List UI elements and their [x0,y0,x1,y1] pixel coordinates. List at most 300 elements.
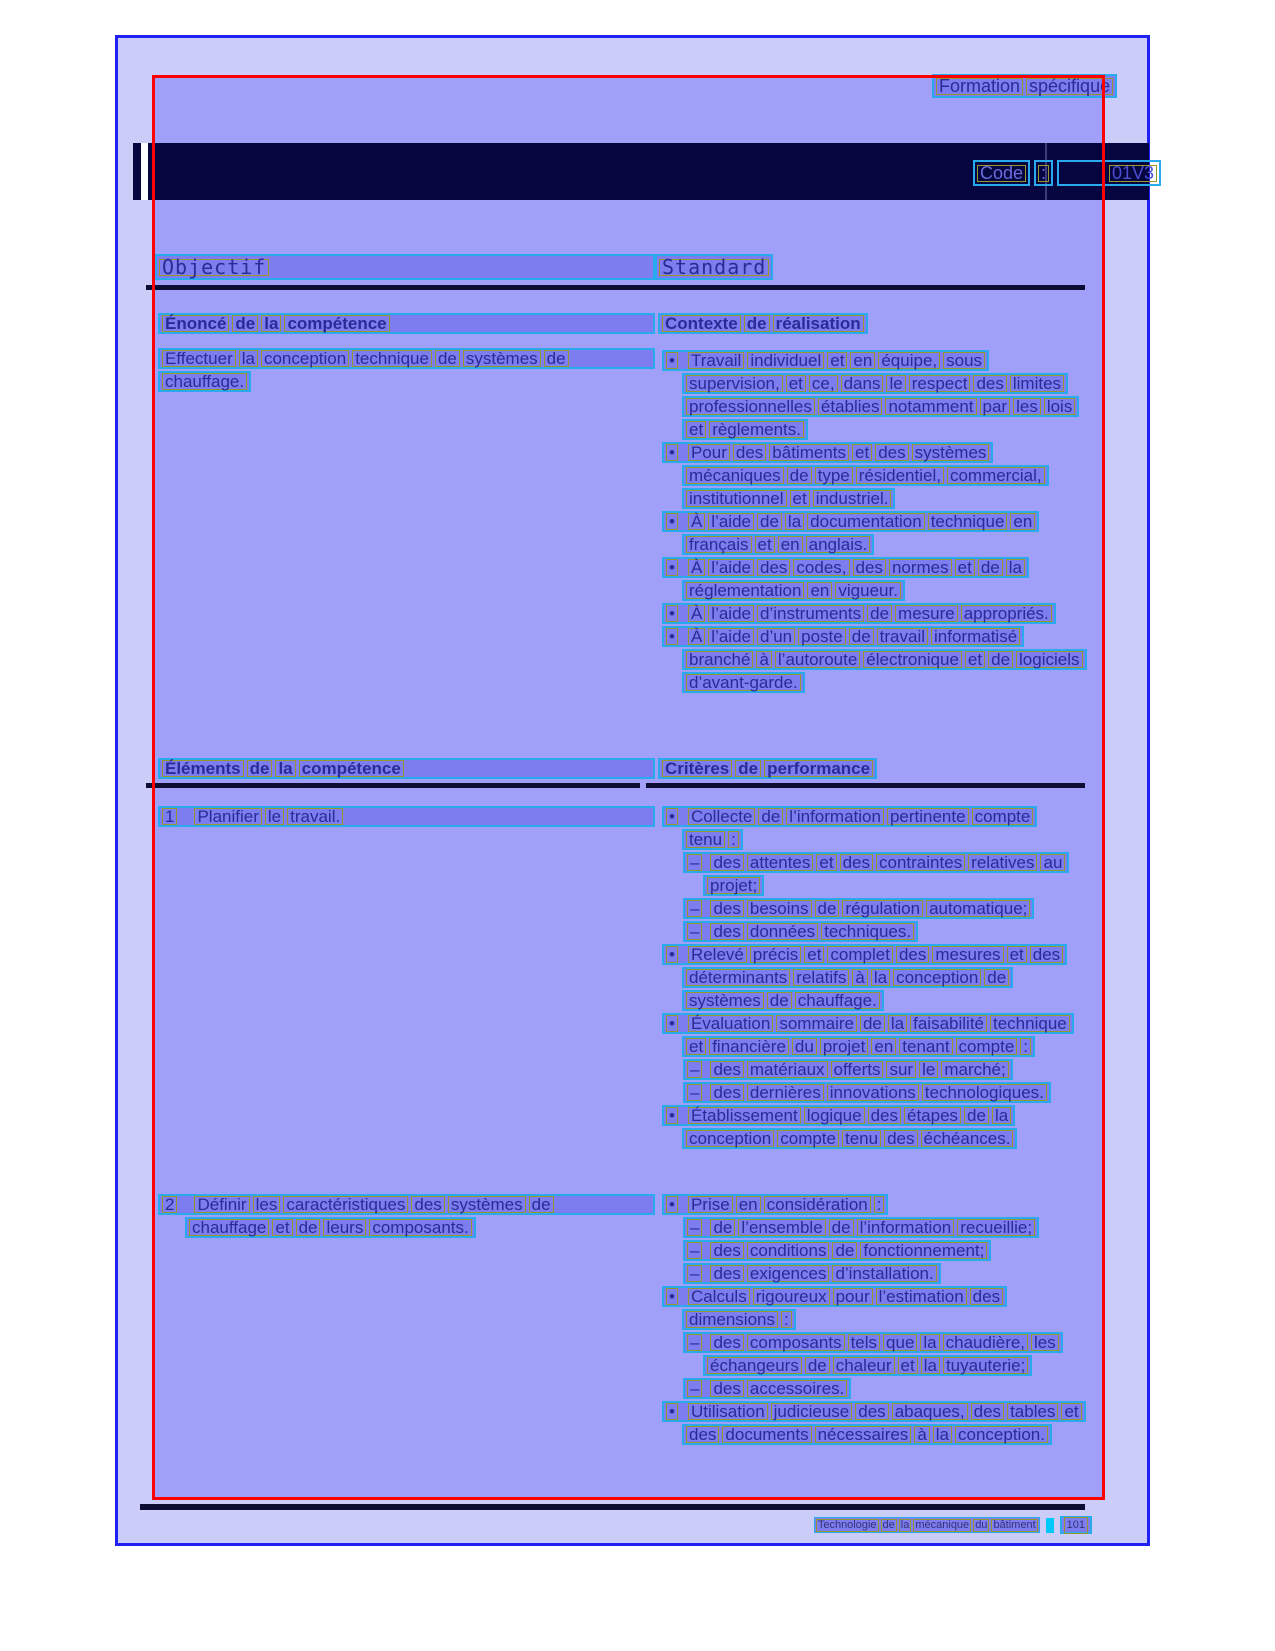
word-box: établies [818,398,883,415]
word-box: anglais. [806,536,871,553]
word-box: travail [877,628,928,645]
word-box: et [1061,1403,1081,1420]
column-title-objectif [155,254,655,280]
word-box: relatifs [793,969,849,986]
word-box: rigoureux [753,1288,830,1305]
word-box: attentes [747,854,814,871]
word-box: conception [893,969,981,986]
word-box: les [1013,398,1041,415]
word-box: systèmes [686,992,764,1009]
word-box: de [435,350,460,367]
title-bar [133,143,1155,200]
word-box: des [840,854,873,871]
word-box: des [855,1403,888,1420]
word-box: Collecte [688,808,755,825]
bullet-marker: • [666,946,678,963]
word-box: de [758,808,783,825]
word-box: des [411,1196,444,1213]
word-box: et [804,946,824,963]
word-box: et [686,421,706,438]
corner-label [932,74,1117,98]
bullet-marker: • [666,1403,678,1420]
word-box: Énoncé [162,315,229,332]
word-box: conditions [747,1242,830,1259]
word-box: ce, [809,375,838,392]
text-line [683,1263,941,1284]
bullet-marker: • [666,1288,678,1305]
word-box: poste [798,628,846,645]
text-line [683,1378,851,1399]
word-box: équipe, [878,352,940,369]
code-value: 01V3 [1109,165,1157,182]
word-box: conception [261,350,349,367]
word-box: pertinente [887,808,969,825]
word-box: des [971,1403,1004,1420]
word-box: des [710,1061,743,1078]
word-box: la [785,513,804,530]
word-box: de [860,1015,885,1032]
word-box: des [896,946,929,963]
word-box: projet; [707,877,760,894]
word-box: type [815,467,853,484]
word-box: chauffage [189,1219,269,1236]
word-box: compétence [284,315,389,332]
text-line [682,465,1049,486]
dash-marker: – [687,1061,702,1078]
word-box: codes, [793,559,849,576]
bullet-marker: • [666,1015,678,1032]
page-number-box [1060,1516,1092,1534]
word-box: technologiques. [922,1084,1047,1101]
competence-statement [158,348,655,394]
word-box: techniques. [821,923,914,940]
word-box: de [829,1219,854,1236]
text-line [683,852,1069,873]
word-box: recueillie; [957,1219,1035,1236]
word-box: l’information [786,808,884,825]
word-box: des [710,854,743,871]
word-box: dimensions [686,1311,778,1328]
word-box: mécanique [915,1518,970,1531]
text-line [683,1059,1013,1080]
text-line [662,626,1024,647]
word-box: de [978,559,1003,576]
word-box: en [850,352,875,369]
footer [780,1516,1092,1534]
word-box: en [1010,513,1035,530]
word-box: compte [777,1130,839,1147]
bullet-marker: • [666,444,678,461]
word-box: sous [943,352,985,369]
text-line [662,1194,888,1215]
word-box: technique [352,350,432,367]
word-box: électronique [863,651,962,668]
word-box: À [688,559,705,576]
word-box: mesure [895,605,958,622]
horizontal-rule-bottom [140,1504,1085,1510]
dash-marker: – [687,900,702,917]
word-box: la [275,760,295,777]
horizontal-rule-top [146,285,1085,290]
text-line [662,603,1056,624]
word-box: précis [750,946,801,963]
word-box: notamment [885,398,976,415]
word-box: Travail [688,352,744,369]
word-box: de [232,315,258,332]
word-box: données [747,923,818,940]
word-box: par [980,398,1011,415]
word-box: compte [956,1038,1018,1055]
dash-marker: – [687,1219,702,1236]
text-line [662,944,1067,965]
word-box: informatisé [931,628,1020,645]
word-box: mesures [932,946,1003,963]
word-box: et [686,1038,706,1055]
word-box: en [807,582,832,599]
word-box: sommaire [776,1015,857,1032]
dash-marker: – [687,1265,702,1282]
word-box: des [1030,946,1063,963]
word-box: normes [889,559,952,576]
text-line [682,1424,1052,1445]
word-box: À [688,513,705,530]
word-box: en [778,536,803,553]
item-number: 1 [162,808,177,825]
word-box: de [988,651,1013,668]
word-box: commercial, [947,467,1045,484]
word-box: de [882,1518,895,1531]
word-box: industriel. [813,490,892,507]
word-box: des [973,375,1006,392]
word-box: l’aide [708,559,754,576]
word-box: échéances. [921,1130,1014,1147]
word-box: chauffage. [162,373,247,390]
word-box: conception. [955,1426,1048,1443]
word-box: des [710,1334,743,1351]
word-box: la [933,1426,952,1443]
word-box: marché; [941,1061,1008,1078]
word-box: À [688,628,705,645]
word-box: de [767,992,792,1009]
word-box: et [898,1357,918,1374]
dash-marker: – [687,1084,702,1101]
word-box: technique [928,513,1008,530]
word-box: dernières [747,1084,824,1101]
header-enonce-competence [158,313,655,334]
word-box: contraintes [876,854,965,871]
text-line [683,1240,991,1261]
word-box: la [900,1518,910,1531]
word-box: d’avant-garde. [686,674,801,691]
word-box: conception [686,1130,774,1147]
word-box: Définir [194,1196,249,1213]
text-line [662,350,989,371]
word-box: Établissement [688,1107,801,1124]
word-box: des [686,1426,719,1443]
word-box: matériaux [747,1061,828,1078]
word-box: au [1040,854,1065,871]
word-box: appropriés. [961,605,1052,622]
word-box: limites [1010,375,1064,392]
word-box: déterminants [686,969,790,986]
word-box: faisabilité [910,1015,987,1032]
word-box: de [735,760,761,777]
word-box: lois [1044,398,1076,415]
word-box: Technologie [817,1518,877,1531]
word-box: à [914,1426,929,1443]
word-box: projet [820,1038,869,1055]
word-box: des [710,923,743,940]
word-box: l’information [857,1219,955,1236]
word-box: régulation [842,900,923,917]
word-box: nécessaires [815,1426,912,1443]
word-box: du [975,1518,988,1531]
word-box: considération [764,1196,871,1213]
word-box: la [261,315,281,332]
horizontal-rule-middle-right [646,783,1085,788]
text-line [703,875,764,896]
text-line [682,649,1087,670]
text-line [662,1286,1007,1307]
text-line [662,442,993,463]
word-box: professionnelles [686,398,815,415]
word-box: le [265,808,284,825]
word-box: d’instruments [757,605,864,622]
word-box: des [710,1084,743,1101]
word-box: sur [886,1061,916,1078]
word-box: tenu [842,1130,881,1147]
word-box: chaudière, [943,1334,1028,1351]
word-box: systèmes [463,350,541,367]
word-box: tenant [899,1038,952,1055]
word-box: de [832,1242,857,1259]
word-box: du [792,1038,817,1055]
title-bar-notch [141,143,148,200]
word-box: et [955,559,975,576]
bullet-marker: • [666,352,678,369]
text-line [683,921,918,942]
word-box: leurs [323,1219,366,1236]
word-box: À [688,605,705,622]
word-box: dans [841,375,884,392]
dash-marker: – [687,1242,702,1259]
word-box: complet [827,946,893,963]
word-box: réglementation [686,582,804,599]
dash-marker: – [687,1334,702,1351]
word-box: automatique; [926,900,1030,917]
word-box: l’aide [708,628,754,645]
word-box: bâtiments [769,444,849,461]
text-line [682,1309,796,1330]
word-box: réalisation [773,315,864,332]
bullet-marker: • [666,559,678,576]
word-box: et [852,444,872,461]
word-box: de [247,760,273,777]
word-box: mécaniques [686,467,784,484]
word-box: fonctionnement; [860,1242,987,1259]
text-line [682,990,884,1011]
text-line [662,1013,1074,1034]
word-box: financière [709,1038,789,1055]
word-box: et [755,536,775,553]
text-line [682,396,1079,417]
word-box: en [736,1196,761,1213]
word-box: le [886,375,905,392]
word-box: de [849,628,874,645]
text-line [703,1355,1032,1376]
bullet-marker: • [666,605,678,622]
text-line [683,1332,1063,1353]
word-box: de [787,467,812,484]
text-line [662,1105,1015,1126]
bullet-marker: • [666,628,678,645]
word-box: de [867,605,892,622]
word-box: Standard [659,259,769,276]
word-box: logique [804,1107,865,1124]
word-box: l’estimation [876,1288,967,1305]
word-box: et [1007,946,1027,963]
word-box: travail. [287,808,343,825]
word-box: pour [833,1288,873,1305]
word-box: de [744,315,770,332]
word-box: et [827,352,847,369]
word-box: des [710,1242,743,1259]
word-box: Effectuer [162,350,236,367]
word-box: offerts [831,1061,884,1078]
text-line [682,534,874,555]
word-box: l’aide [708,513,754,530]
column-title-standard [655,254,773,280]
word-box: à [756,651,771,668]
word-box: l’aide [708,605,754,622]
word-box: de [710,1219,735,1236]
word-box: échangeurs [707,1357,802,1374]
element-1 [158,806,655,829]
word-box: chaleur [833,1357,895,1374]
word-box: composants [747,1334,845,1351]
text-line [662,511,1039,532]
word-box: des [757,559,790,576]
bullet-marker: • [666,808,678,825]
word-box: : [1020,1038,1031,1055]
word-box: : [728,831,739,848]
text-line [158,371,251,392]
word-box: Critères [662,760,732,777]
word-box: et [965,651,985,668]
word-box: Évaluation [688,1015,773,1032]
word-box: Pour [688,444,730,461]
context-list [658,350,1088,695]
word-box: des [853,559,886,576]
word-box: accessoires. [747,1380,847,1397]
text-line [683,1082,1051,1103]
dash-marker: – [687,923,702,940]
word-box: le [919,1061,938,1078]
header-elements-competence [158,758,655,779]
word-box: l’autoroute [775,651,860,668]
word-box: bâtiment [993,1518,1036,1531]
text-line [682,672,805,693]
word-box: compétence [299,760,404,777]
code-row [973,160,1161,186]
word-box: des [710,1265,743,1282]
word-box: judicieuse [771,1403,853,1420]
criteria-2 [658,1194,1088,1447]
word-box: règlements. [709,421,804,438]
word-box: de [964,1107,989,1124]
word-box: systèmes [912,444,990,461]
word-box: d’un [757,628,795,645]
word-box: technique [990,1015,1070,1032]
bullet-marker: • [666,1196,678,1213]
word-box: relatives [968,854,1037,871]
word-box: Utilisation [688,1403,768,1420]
text-line [682,1128,1017,1149]
text-line [662,806,1037,827]
word-box: des [710,900,743,917]
word-box: des [710,1380,743,1397]
word-box: les [253,1196,281,1213]
word-box: de [296,1219,321,1236]
footer-program-name [814,1517,1040,1533]
text-line [683,1217,1039,1238]
word-box: individuel [747,352,824,369]
word-box: de [984,969,1009,986]
word-box: la [920,1334,939,1351]
word-box: la [239,350,258,367]
header-criteres-performance [658,758,877,779]
text-line [662,557,1029,578]
word-box: à [852,969,867,986]
code-label-box [973,160,1030,186]
bullet-marker: • [666,513,678,530]
word-box: vigueur. [835,582,901,599]
word-box: des [868,1107,901,1124]
word-box: français [686,536,752,553]
word-box: tables [1007,1403,1058,1420]
word-box: Planifier [194,808,261,825]
bullet-marker: • [666,1107,678,1124]
word-box: et [786,375,806,392]
word-box: tuyauterie; [943,1357,1028,1374]
text-line [158,806,655,827]
word-box: résidentiel, [856,467,944,484]
word-box: et [790,490,810,507]
word-box: Calculs [688,1288,750,1305]
word-box: documents [722,1426,811,1443]
word-box: la [992,1107,1011,1124]
horizontal-rule-middle-left [146,783,640,788]
text-line [682,488,895,509]
item-number: 2 [162,1196,177,1213]
dash-marker: – [687,854,702,871]
word-box: exigences [747,1265,830,1282]
word-box: Contexte [662,315,741,332]
word-box: composants. [369,1219,471,1236]
word-box: la [921,1357,940,1374]
word-box: Prise [688,1196,733,1213]
code-label: Code [977,165,1026,182]
word-box: Éléments [162,760,244,777]
word-box: tels [848,1334,880,1351]
code-separator: : [1038,165,1049,182]
word-box: tenu [686,831,725,848]
word-box: supervision, [686,375,783,392]
word-box: de [757,513,782,530]
word-box: les [1031,1334,1059,1351]
word-box: Objectif [159,259,269,276]
word-box: que [883,1334,917,1351]
